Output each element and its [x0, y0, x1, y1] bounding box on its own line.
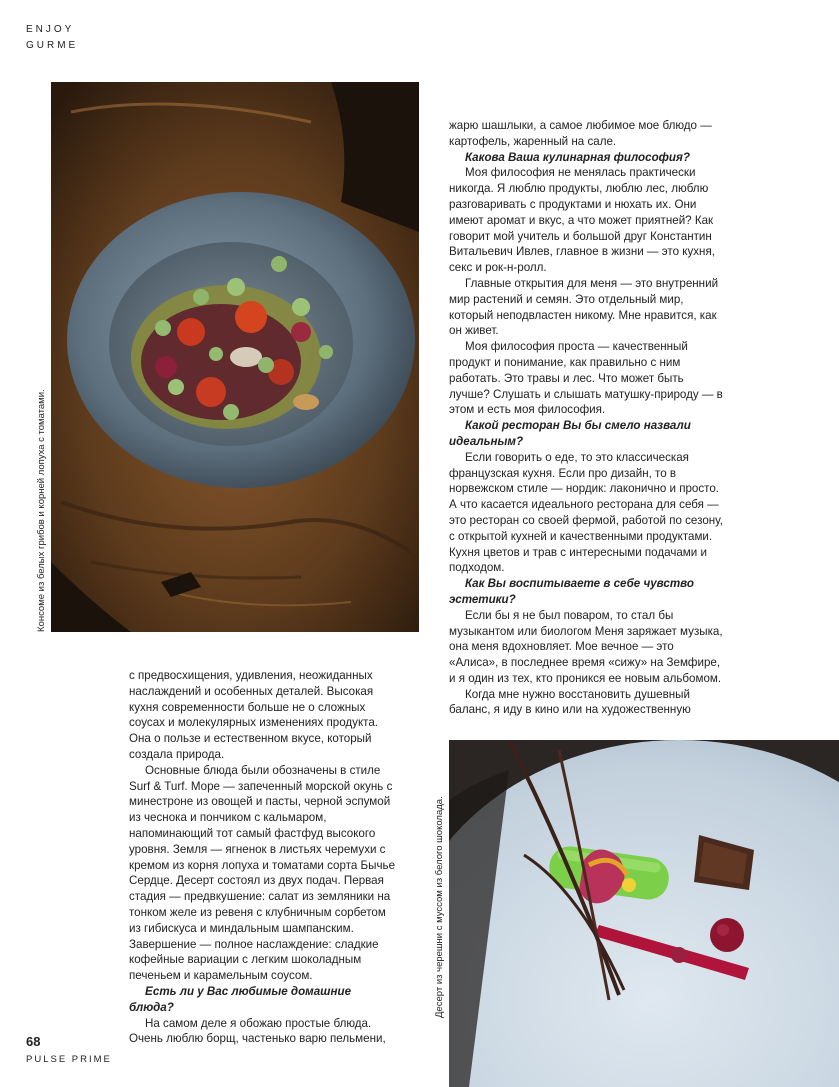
section-tag-gurme: GURME: [26, 40, 79, 51]
photo-dessert: [449, 740, 839, 1087]
paragraph: Если говорить о еде, то это классическая французская кухня. Если про дизайн, то в норвежском стиле — нордик: лаконично и просто. А что касается идеального ресторана для себя — это ресторан со своей фермой, работой по сезону, с открытой кухней и качественными продуктами. Кухня цветов и трав с интересными подачами и подходом.: [449, 450, 724, 575]
caption-photo2: Десерт из черешни с муссом из белого шоколада.: [434, 796, 445, 1018]
paragraph: Когда мне нужно восстановить душевный баланс, я иду в кино или на художественную: [449, 687, 691, 717]
question-restaurant: Какой ресторан Вы бы смело назвали идеальным?: [449, 419, 691, 448]
section-tag-enjoy: ENJOY: [26, 24, 75, 35]
paragraph: Если бы я не был поваром, то стал бы музыкантом или биологом Меня заряжает музыка, она меня вдохновляет. Мое вечное — это «Алиса», в последнее время «сижу» на Земфире, и я один из тех, кто проникся ее новым альбомом.: [449, 608, 723, 685]
paragraph: На самом деле я обожаю простые блюда. Очень люблю борщ, частенько варю пельмени,: [129, 1016, 386, 1046]
magazine-name: PULSE PRIME: [26, 1054, 112, 1065]
paragraph: с предвосхищения, удивления, неожиданных наслаждений и особенных деталей. Высокая кухня современности больше не о сложных соусах и молекулярных изменениях продукта. Она о пользе и естественном вкусе, который создала природа.: [129, 669, 379, 761]
text-column-left: [129, 668, 399, 1047]
section-tag: [26, 22, 78, 54]
text-column-right: [449, 118, 725, 718]
consomme-photo-image: [51, 82, 419, 632]
paragraph: Моя философия не менялась практически никогда. Я люблю продукты, люблю лес, люблю разговаривать с продуктами и нюхать их. Они имеют аромат и вкус, а что может приятней? Как говорит мой учитель и большой друг Константин Витальевич Ивлев, главное в жизни — это кухня, секс и рок-н-ролл.: [449, 166, 715, 275]
question-home-dishes: Есть ли у Вас любимые домашние блюда?: [129, 984, 352, 1014]
question-aesthetics: Как Вы воспитываете в себе чувство эстетики?: [449, 577, 694, 606]
page-number: 68: [26, 1034, 41, 1049]
dessert-photo-image: [449, 740, 839, 1087]
paragraph: Главные открытия для меня — это внутренний мир растений и семян. Это отдельный мир, который неподвластен никому. Мне нравится, как он живет.: [449, 276, 719, 338]
question-philosophy: Какова Ваша кулинарная философия?: [465, 150, 690, 164]
photo-consomme: [51, 82, 419, 632]
paragraph: Моя философия проста — качественный продукт и понимание, как правильно с ним работать. Это травы и лес. Что может быть лучше? Слушать и слышать матушку-природу — в этом и есть моя философия.: [449, 340, 723, 417]
paragraph: Основные блюда были обозначены в стиле Surf & Turf. Море — запеченный морской окунь с минестроне из овощей и пасты, черной эспумой из чеснока и пончиком с кальмаром, напоминающий тот самый фастфуд высокого уровня. Земля — ягненок в листьях черемухи с кремом из корня лопуха и томатами сорта Бычье Сердце. Десерт состоял из двух подач. Первая стадия — предвкушение: салат из земляники на тонком желе из ревеня с клубничным сорбетом из гибискуса и миндальным шампанским. Завершение — полное наслаждение: сладкие кофейные вариации с легким шоколадным печеньем и карамельным соусом.: [129, 763, 396, 983]
paragraph: жарю шашлыки, а самое любимое мое блюдо — картофель, жаренный на сале.: [449, 119, 712, 148]
caption-photo1: Консоме из белых грибов и корней лопуха с томатами.: [36, 389, 47, 632]
